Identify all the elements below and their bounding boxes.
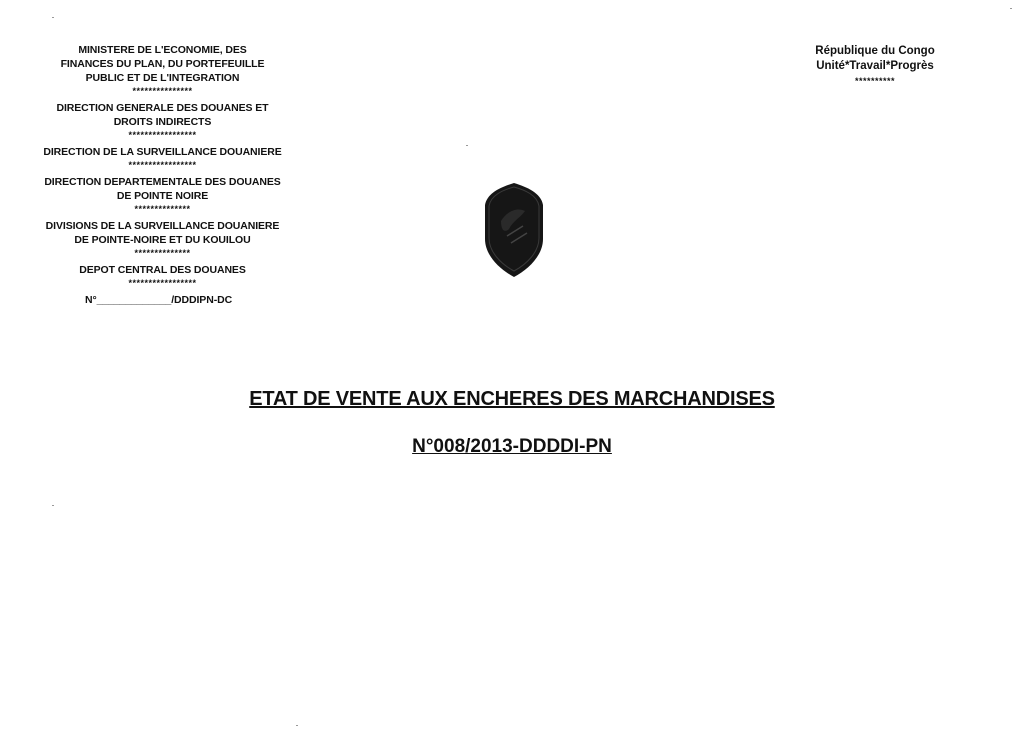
surveillance-directorate: DIRECTION DE LA SURVEILLANCE DOUANIERE bbox=[43, 146, 282, 158]
ministry-line-3: PUBLIC ET DE L'INTEGRATION bbox=[85, 72, 240, 84]
separator-stars: ***************** bbox=[128, 278, 197, 288]
ministry-line-2: FINANCES DU PLAN, DU PORTEFEUILLE bbox=[60, 58, 265, 70]
country-header bbox=[800, 44, 950, 89]
separator-stars: *************** bbox=[132, 86, 193, 96]
divisions-line-1: DIVISIONS DE LA SURVEILLANCE DOUANIERE bbox=[45, 220, 280, 232]
ministry-line-1: MINISTERE DE L'ECONOMIE, DES bbox=[78, 44, 247, 56]
issuing-authority-header bbox=[40, 43, 285, 307]
document-number: N°008/2013-DDDDI-PN bbox=[412, 436, 612, 457]
separator-stars: ********** bbox=[854, 76, 896, 86]
separator-stars: ***************** bbox=[128, 130, 197, 140]
reference-blank: _____________ bbox=[96, 294, 172, 306]
directorate-general-line-2: DROITS INDIRECTS bbox=[113, 116, 212, 128]
scan-speck bbox=[1010, 8, 1012, 9]
reference-suffix: /DDDIPN-DC bbox=[171, 294, 233, 306]
departmental-directorate-line-1: DIRECTION DEPARTEMENTALE DES DOUANES bbox=[44, 176, 281, 188]
scan-speck bbox=[52, 505, 54, 506]
separator-stars: ************** bbox=[134, 248, 191, 258]
national-motto: Unité*Travail*Progrès bbox=[816, 60, 934, 72]
directorate-general-line-1: DIRECTION GENERALE DES DOUANES ET bbox=[56, 102, 269, 114]
document-title: ETAT DE VENTE AUX ENCHERES DES MARCHANDISES bbox=[249, 388, 775, 410]
departmental-directorate-line-2: DE POINTE NOIRE bbox=[116, 190, 209, 202]
scan-speck bbox=[466, 145, 468, 146]
reference-prefix: N° bbox=[85, 294, 97, 306]
country-name: République du Congo bbox=[815, 45, 935, 57]
separator-stars: ***************** bbox=[128, 160, 197, 170]
reference-number-line bbox=[40, 293, 285, 307]
scan-speck bbox=[296, 725, 298, 726]
divisions-line-2: DE POINTE-NOIRE ET DU KOUILOU bbox=[74, 234, 251, 246]
central-depot: DEPOT CENTRAL DES DOUANES bbox=[79, 264, 246, 276]
coat-of-arms-seal bbox=[483, 181, 545, 279]
scan-speck bbox=[52, 17, 54, 18]
separator-stars: ************** bbox=[134, 204, 191, 214]
